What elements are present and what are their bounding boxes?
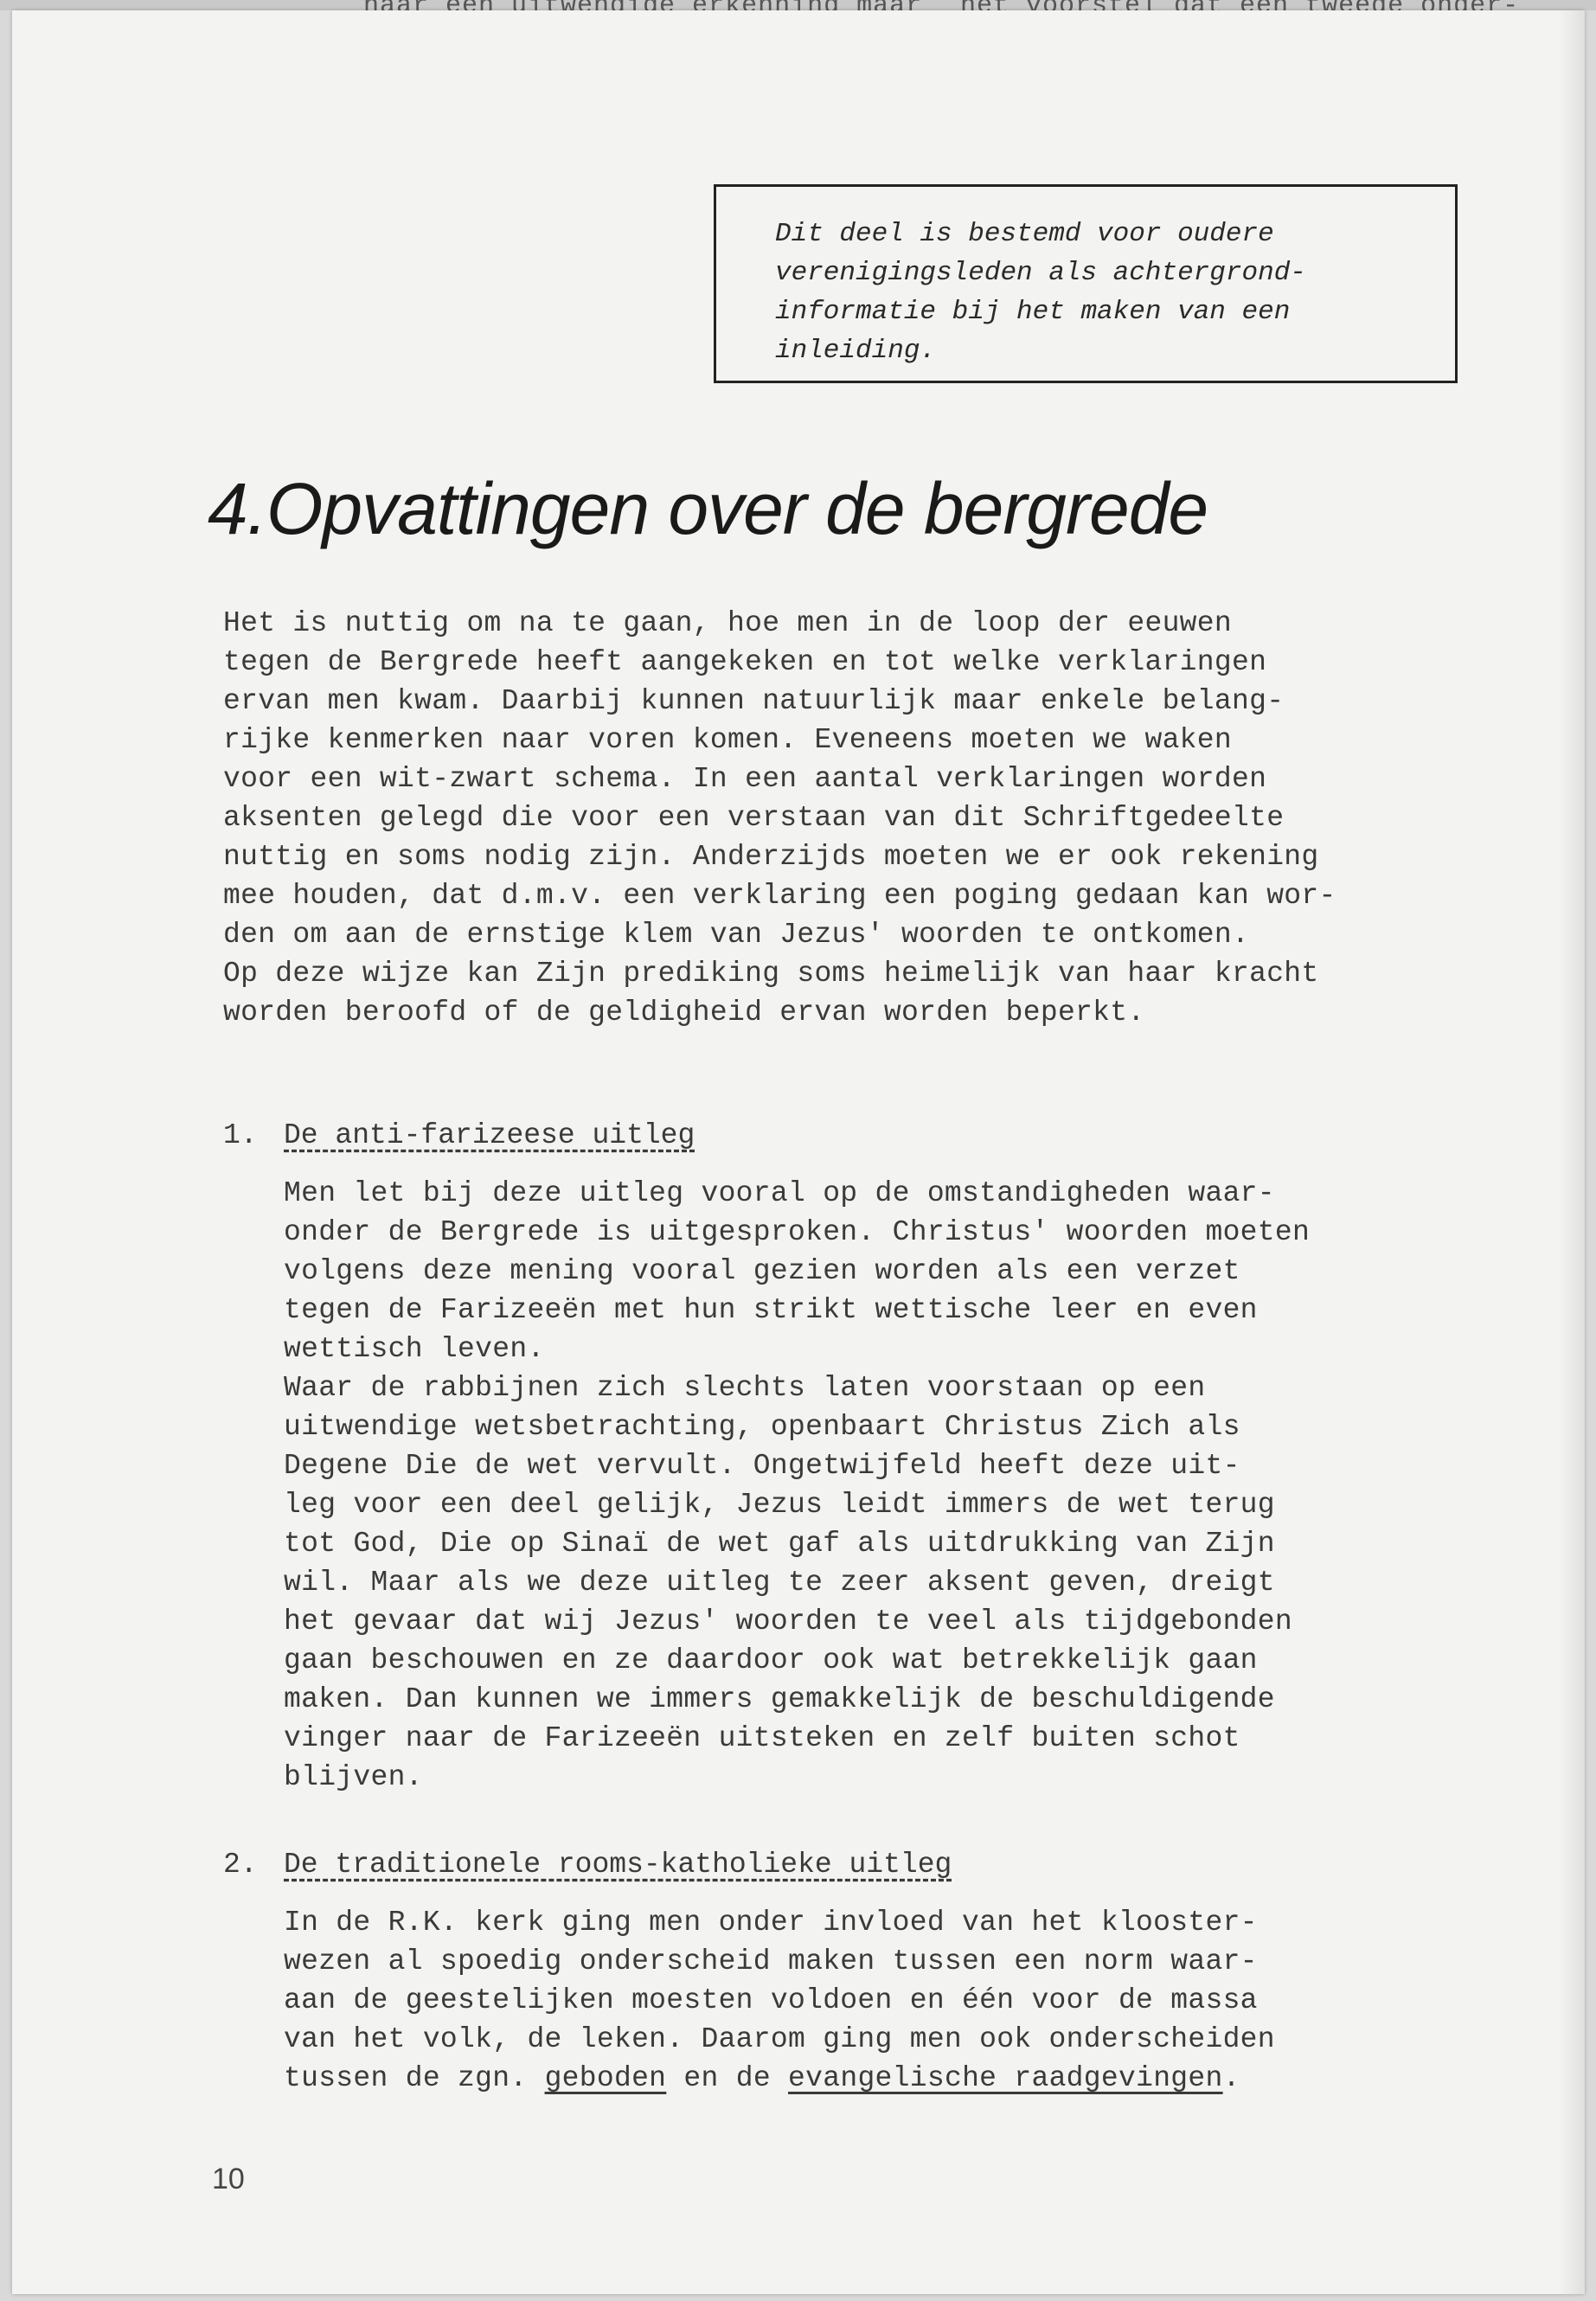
section-line: wezen al spoedig onderscheid maken tussen een norm waar-	[284, 1945, 1258, 1977]
line-prefix: tussen de zgn.	[284, 2062, 545, 2094]
section-line: wil. Maar als we deze uitleg te zeer aksent geven, dreigt	[284, 1567, 1275, 1599]
section-line: wettisch leven.	[284, 1333, 545, 1365]
info-box	[714, 184, 1458, 383]
section-line: uitwendige wetsbetrachting, openbaart Christus Zich als	[284, 1411, 1240, 1443]
section-line: gaan beschouwen en ze daardoor ook wat betrekkelijk gaan	[284, 1644, 1258, 1676]
intro-line: den om aan de ernstige klem van Jezus' woorden te ontkomen.	[223, 919, 1250, 951]
page-shadow-edge	[1559, 10, 1585, 2294]
section-line: aan de geestelijken moesten voldoen en één voor de massa	[284, 1984, 1258, 2016]
term-raadgevingen: evangelische raadgevingen	[788, 2062, 1223, 2094]
intro-paragraph	[223, 604, 1486, 1032]
section-line: van het volk, de leken. Daarom ging men ook onderscheiden	[284, 2023, 1275, 2055]
section-line: Waar de rabbijnen zich slechts laten voorstaan op een	[284, 1372, 1206, 1404]
intro-line: nuttig en soms nodig zijn. Anderzijds moeten we er ook rekening	[223, 841, 1319, 873]
info-box-line: verenigingsleden als achtergrond-	[775, 258, 1306, 288]
intro-line: ervan men kwam. Daarbij kunnen natuurlijk maar enkele belang-	[223, 685, 1285, 717]
section-line: leg voor een deel gelijk, Jezus leidt immers de wet terug	[284, 1489, 1275, 1521]
info-box-line: inleiding.	[775, 336, 937, 366]
section-title: De anti-farizeese uitleg	[284, 1119, 695, 1151]
intro-line: rijke kenmerken naar voren komen. Eveneens moeten we waken	[223, 724, 1232, 756]
section-body	[284, 1903, 1521, 2098]
section-line: volgens deze mening vooral gezien worden als een verzet	[284, 1255, 1240, 1287]
line-middle: en de	[666, 2062, 789, 2094]
section-line: Men let bij deze uitleg vooral op de omstandigheden waar-	[284, 1177, 1275, 1209]
previous-page-edge	[0, 0, 1596, 10]
section-line: tot God, Die op Sinaï de wet gaf als uitdrukking van Zijn	[284, 1528, 1275, 1560]
term-geboden: geboden	[544, 2062, 667, 2094]
intro-line: aksenten gelegd die voor een verstaan van dit Schriftgedeelte	[223, 802, 1285, 834]
intro-line: mee houden, dat d.m.v. een verklaring een poging gedaan kan wor-	[223, 880, 1336, 912]
section-number: 2.	[223, 1849, 258, 1881]
chapter-title: 4.Opvattingen over de bergrede	[208, 468, 1208, 549]
section-line: maken. Dan kunnen we immers gemakkelijk de beschuldigende	[284, 1683, 1275, 1715]
info-box-line: Dit deel is bestemd voor oudere	[775, 219, 1274, 249]
section-line: vinger naar de Farizeeën uitsteken en zelf buiten schot	[284, 1722, 1240, 1754]
info-box-line: informatie bij het maken van een	[775, 297, 1291, 327]
section-line: Degene Die de wet vervult. Ongetwijfeld heeft deze uit-	[284, 1450, 1240, 1482]
section-heading	[223, 1845, 1521, 1884]
intro-line: voor een wit-zwart schema. In een aantal verklaringen worden	[223, 763, 1267, 795]
section-line: In de R.K. kerk ging men onder invloed van het klooster-	[284, 1907, 1258, 1939]
intro-line: Op deze wijze kan Zijn prediking soms heimelijk van haar kracht	[223, 958, 1319, 990]
intro-line: worden beroofd of de geldigheid ervan worden beperkt.	[223, 997, 1145, 1029]
section-line-last	[284, 2059, 1521, 2098]
line-suffix: .	[1222, 2062, 1240, 2094]
section-anti-farizeese	[223, 1116, 1521, 1797]
section-line: het gevaar dat wij Jezus' woorden te veel als tijdgebonden	[284, 1606, 1292, 1638]
page-number: 10	[212, 2163, 245, 2195]
section-title: De traditionele rooms-katholieke uitleg	[284, 1849, 952, 1881]
section-line: onder de Bergrede is uitgesproken. Christus' woorden moeten	[284, 1216, 1311, 1248]
intro-line: tegen de Bergrede heeft aangekeken en tot welke verklaringen	[223, 646, 1267, 678]
section-heading	[223, 1116, 1521, 1155]
section-line: blijven.	[284, 1761, 423, 1793]
section-number: 1.	[223, 1119, 258, 1151]
intro-line: Het is nuttig om na te gaan, hoe men in de loop der eeuwen	[223, 607, 1232, 639]
section-body	[284, 1174, 1521, 1797]
section-rooms-katholiek	[223, 1845, 1521, 2098]
section-line: tegen de Farizeeën met hun strikt wettische leer en even	[284, 1294, 1258, 1326]
